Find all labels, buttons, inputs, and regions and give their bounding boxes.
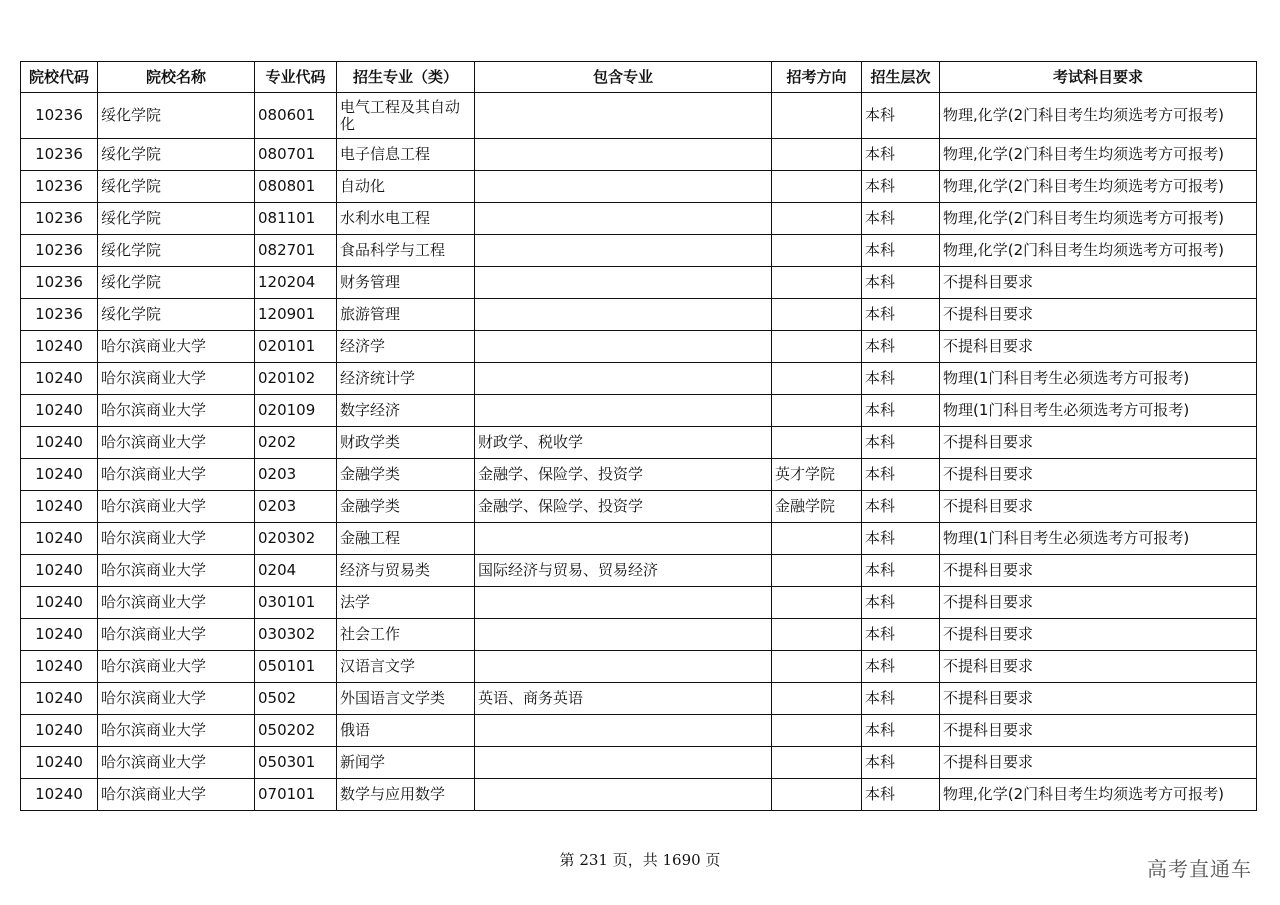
cell-school-code: 10240 bbox=[21, 619, 98, 651]
cell-included-majors bbox=[475, 299, 772, 331]
cell-level: 本科 bbox=[862, 203, 940, 235]
page-number: 第 231 页，共 1690 页 bbox=[559, 851, 721, 869]
cell-major-code: 082701 bbox=[255, 235, 337, 267]
cell-major-code: 0203 bbox=[255, 491, 337, 523]
cell-level: 本科 bbox=[862, 93, 940, 139]
cell-level: 本科 bbox=[862, 555, 940, 587]
table-row bbox=[21, 267, 1257, 299]
cell-level: 本科 bbox=[862, 395, 940, 427]
cell-major: 旅游管理 bbox=[337, 299, 475, 331]
cell-major-code: 070101 bbox=[255, 779, 337, 811]
cell-school-name: 哈尔滨商业大学 bbox=[98, 651, 255, 683]
cell-included-majors bbox=[475, 235, 772, 267]
cell-school-name: 哈尔滨商业大学 bbox=[98, 747, 255, 779]
cell-included-majors: 金融学、保险学、投资学 bbox=[475, 459, 772, 491]
cell-major: 金融学类 bbox=[337, 459, 475, 491]
cell-subject-requirement: 不提科目要求 bbox=[940, 587, 1257, 619]
table-row bbox=[21, 491, 1257, 523]
cell-level: 本科 bbox=[862, 651, 940, 683]
cell-subject-requirement: 不提科目要求 bbox=[940, 427, 1257, 459]
cell-level: 本科 bbox=[862, 299, 940, 331]
cell-major-code: 030302 bbox=[255, 619, 337, 651]
admission-table bbox=[20, 61, 1257, 811]
cell-school-name: 绥化学院 bbox=[98, 203, 255, 235]
cell-major-code: 080701 bbox=[255, 139, 337, 171]
cell-school-name: 绥化学院 bbox=[98, 299, 255, 331]
table-row bbox=[21, 683, 1257, 715]
cell-subject-requirement: 物理,化学(2门科目考生均须选考方可报考) bbox=[940, 779, 1257, 811]
cell-direction bbox=[772, 203, 862, 235]
cell-direction: 英才学院 bbox=[772, 459, 862, 491]
cell-level: 本科 bbox=[862, 427, 940, 459]
cell-included-majors bbox=[475, 619, 772, 651]
cell-direction bbox=[772, 93, 862, 139]
table-row bbox=[21, 203, 1257, 235]
cell-level: 本科 bbox=[862, 779, 940, 811]
cell-included-majors: 英语、商务英语 bbox=[475, 683, 772, 715]
cell-school-code: 10240 bbox=[21, 779, 98, 811]
cell-school-code: 10240 bbox=[21, 651, 98, 683]
header-subject-requirement: 考试科目要求 bbox=[940, 62, 1257, 93]
cell-direction bbox=[772, 779, 862, 811]
cell-level: 本科 bbox=[862, 331, 940, 363]
cell-included-majors: 国际经济与贸易、贸易经济 bbox=[475, 555, 772, 587]
cell-subject-requirement: 不提科目要求 bbox=[940, 459, 1257, 491]
cell-subject-requirement: 不提科目要求 bbox=[940, 715, 1257, 747]
cell-direction bbox=[772, 747, 862, 779]
cell-school-name: 哈尔滨商业大学 bbox=[98, 363, 255, 395]
cell-included-majors bbox=[475, 139, 772, 171]
cell-direction bbox=[772, 427, 862, 459]
table-row bbox=[21, 235, 1257, 267]
cell-major: 经济学 bbox=[337, 331, 475, 363]
cell-school-code: 10236 bbox=[21, 139, 98, 171]
cell-included-majors bbox=[475, 587, 772, 619]
cell-school-code: 10240 bbox=[21, 523, 98, 555]
table-row bbox=[21, 139, 1257, 171]
cell-subject-requirement: 物理(1门科目考生必须选考方可报考) bbox=[940, 395, 1257, 427]
cell-direction bbox=[772, 331, 862, 363]
cell-school-name: 哈尔滨商业大学 bbox=[98, 715, 255, 747]
cell-level: 本科 bbox=[862, 715, 940, 747]
cell-subject-requirement: 物理,化学(2门科目考生均须选考方可报考) bbox=[940, 171, 1257, 203]
cell-subject-requirement: 不提科目要求 bbox=[940, 683, 1257, 715]
cell-direction bbox=[772, 587, 862, 619]
cell-school-code: 10240 bbox=[21, 331, 98, 363]
cell-subject-requirement: 不提科目要求 bbox=[940, 331, 1257, 363]
cell-school-name: 绥化学院 bbox=[98, 267, 255, 299]
cell-major-code: 020109 bbox=[255, 395, 337, 427]
cell-level: 本科 bbox=[862, 523, 940, 555]
header-direction: 招考方向 bbox=[772, 62, 862, 93]
cell-school-name: 绥化学院 bbox=[98, 235, 255, 267]
cell-subject-requirement: 物理,化学(2门科目考生均须选考方可报考) bbox=[940, 93, 1257, 139]
table-row bbox=[21, 93, 1257, 139]
cell-direction: 金融学院 bbox=[772, 491, 862, 523]
table-row bbox=[21, 651, 1257, 683]
cell-major: 数字经济 bbox=[337, 395, 475, 427]
cell-major: 电气工程及其自动化 bbox=[337, 93, 475, 139]
cell-level: 本科 bbox=[862, 491, 940, 523]
cell-subject-requirement: 不提科目要求 bbox=[940, 747, 1257, 779]
cell-school-name: 哈尔滨商业大学 bbox=[98, 587, 255, 619]
cell-included-majors bbox=[475, 651, 772, 683]
cell-major: 外国语言文学类 bbox=[337, 683, 475, 715]
cell-direction bbox=[772, 683, 862, 715]
cell-included-majors bbox=[475, 779, 772, 811]
cell-subject-requirement: 不提科目要求 bbox=[940, 555, 1257, 587]
cell-major-code: 050301 bbox=[255, 747, 337, 779]
cell-subject-requirement: 不提科目要求 bbox=[940, 619, 1257, 651]
cell-school-code: 10240 bbox=[21, 363, 98, 395]
cell-major-code: 020302 bbox=[255, 523, 337, 555]
cell-school-code: 10236 bbox=[21, 267, 98, 299]
cell-school-code: 10240 bbox=[21, 491, 98, 523]
cell-included-majors bbox=[475, 93, 772, 139]
cell-school-code: 10240 bbox=[21, 747, 98, 779]
header-level: 招生层次 bbox=[862, 62, 940, 93]
cell-major-code: 0203 bbox=[255, 459, 337, 491]
cell-school-name: 哈尔滨商业大学 bbox=[98, 459, 255, 491]
cell-subject-requirement: 物理,化学(2门科目考生均须选考方可报考) bbox=[940, 203, 1257, 235]
cell-subject-requirement: 物理(1门科目考生必须选考方可报考) bbox=[940, 363, 1257, 395]
header-school-code: 院校代码 bbox=[21, 62, 98, 93]
cell-major-code: 0502 bbox=[255, 683, 337, 715]
table-body bbox=[21, 93, 1257, 811]
cell-included-majors bbox=[475, 395, 772, 427]
cell-included-majors bbox=[475, 331, 772, 363]
cell-major: 经济统计学 bbox=[337, 363, 475, 395]
table-row bbox=[21, 715, 1257, 747]
cell-major-code: 0204 bbox=[255, 555, 337, 587]
cell-included-majors bbox=[475, 715, 772, 747]
table-row bbox=[21, 747, 1257, 779]
cell-school-name: 绥化学院 bbox=[98, 171, 255, 203]
cell-major-code: 0202 bbox=[255, 427, 337, 459]
cell-included-majors: 金融学、保险学、投资学 bbox=[475, 491, 772, 523]
cell-subject-requirement: 物理(1门科目考生必须选考方可报考) bbox=[940, 523, 1257, 555]
cell-direction bbox=[772, 651, 862, 683]
cell-direction bbox=[772, 139, 862, 171]
cell-major: 财务管理 bbox=[337, 267, 475, 299]
table-row bbox=[21, 363, 1257, 395]
cell-major-code: 030101 bbox=[255, 587, 337, 619]
table-row bbox=[21, 395, 1257, 427]
cell-major-code: 020102 bbox=[255, 363, 337, 395]
table-row bbox=[21, 299, 1257, 331]
cell-major: 社会工作 bbox=[337, 619, 475, 651]
cell-major-code: 120901 bbox=[255, 299, 337, 331]
cell-level: 本科 bbox=[862, 619, 940, 651]
cell-included-majors bbox=[475, 203, 772, 235]
cell-major: 金融工程 bbox=[337, 523, 475, 555]
table-row bbox=[21, 587, 1257, 619]
cell-major-code: 050101 bbox=[255, 651, 337, 683]
cell-major: 水利水电工程 bbox=[337, 203, 475, 235]
cell-direction bbox=[772, 363, 862, 395]
cell-direction bbox=[772, 395, 862, 427]
cell-included-majors bbox=[475, 747, 772, 779]
cell-major: 数学与应用数学 bbox=[337, 779, 475, 811]
cell-school-code: 10240 bbox=[21, 715, 98, 747]
cell-included-majors bbox=[475, 523, 772, 555]
cell-major-code: 050202 bbox=[255, 715, 337, 747]
cell-major: 金融学类 bbox=[337, 491, 475, 523]
cell-school-name: 哈尔滨商业大学 bbox=[98, 683, 255, 715]
cell-included-majors bbox=[475, 171, 772, 203]
cell-major-code: 081101 bbox=[255, 203, 337, 235]
cell-school-name: 哈尔滨商业大学 bbox=[98, 619, 255, 651]
cell-level: 本科 bbox=[862, 139, 940, 171]
cell-school-code: 10240 bbox=[21, 459, 98, 491]
header-row bbox=[21, 62, 1257, 93]
cell-direction bbox=[772, 555, 862, 587]
cell-major-code: 080801 bbox=[255, 171, 337, 203]
cell-school-code: 10240 bbox=[21, 683, 98, 715]
cell-direction bbox=[772, 619, 862, 651]
header-major: 招生专业（类） bbox=[337, 62, 475, 93]
cell-included-majors bbox=[475, 363, 772, 395]
cell-school-name: 哈尔滨商业大学 bbox=[98, 523, 255, 555]
table-row bbox=[21, 619, 1257, 651]
cell-major: 汉语言文学 bbox=[337, 651, 475, 683]
cell-level: 本科 bbox=[862, 587, 940, 619]
cell-subject-requirement: 不提科目要求 bbox=[940, 299, 1257, 331]
cell-direction bbox=[772, 715, 862, 747]
cell-level: 本科 bbox=[862, 235, 940, 267]
cell-level: 本科 bbox=[862, 459, 940, 491]
cell-direction bbox=[772, 267, 862, 299]
cell-direction bbox=[772, 171, 862, 203]
cell-direction bbox=[772, 299, 862, 331]
cell-major-code: 080601 bbox=[255, 93, 337, 139]
cell-school-code: 10236 bbox=[21, 299, 98, 331]
cell-school-code: 10236 bbox=[21, 235, 98, 267]
table-row bbox=[21, 427, 1257, 459]
cell-school-code: 10236 bbox=[21, 203, 98, 235]
cell-major: 俄语 bbox=[337, 715, 475, 747]
table-row bbox=[21, 331, 1257, 363]
cell-school-code: 10240 bbox=[21, 555, 98, 587]
cell-level: 本科 bbox=[862, 683, 940, 715]
cell-major-code: 120204 bbox=[255, 267, 337, 299]
cell-school-name: 哈尔滨商业大学 bbox=[98, 555, 255, 587]
cell-major: 电子信息工程 bbox=[337, 139, 475, 171]
cell-school-name: 哈尔滨商业大学 bbox=[98, 779, 255, 811]
cell-subject-requirement: 物理,化学(2门科目考生均须选考方可报考) bbox=[940, 235, 1257, 267]
cell-level: 本科 bbox=[862, 363, 940, 395]
cell-subject-requirement: 不提科目要求 bbox=[940, 651, 1257, 683]
table-row bbox=[21, 555, 1257, 587]
cell-major: 法学 bbox=[337, 587, 475, 619]
header-school-name: 院校名称 bbox=[98, 62, 255, 93]
cell-direction bbox=[772, 523, 862, 555]
cell-school-code: 10240 bbox=[21, 587, 98, 619]
cell-level: 本科 bbox=[862, 267, 940, 299]
cell-school-name: 哈尔滨商业大学 bbox=[98, 395, 255, 427]
cell-school-name: 绥化学院 bbox=[98, 139, 255, 171]
header-major-code: 专业代码 bbox=[255, 62, 337, 93]
cell-major: 食品科学与工程 bbox=[337, 235, 475, 267]
cell-major: 新闻学 bbox=[337, 747, 475, 779]
cell-school-name: 哈尔滨商业大学 bbox=[98, 427, 255, 459]
cell-school-code: 10236 bbox=[21, 171, 98, 203]
cell-direction bbox=[772, 235, 862, 267]
cell-school-code: 10236 bbox=[21, 93, 98, 139]
cell-major: 经济与贸易类 bbox=[337, 555, 475, 587]
cell-level: 本科 bbox=[862, 171, 940, 203]
cell-subject-requirement: 物理,化学(2门科目考生均须选考方可报考) bbox=[940, 139, 1257, 171]
cell-school-code: 10240 bbox=[21, 395, 98, 427]
cell-included-majors bbox=[475, 267, 772, 299]
table-row bbox=[21, 523, 1257, 555]
table-row bbox=[21, 779, 1257, 811]
table-row bbox=[21, 459, 1257, 491]
cell-major-code: 020101 bbox=[255, 331, 337, 363]
watermark: 高考直通车 bbox=[1147, 857, 1252, 881]
cell-included-majors: 财政学、税收学 bbox=[475, 427, 772, 459]
cell-major: 自动化 bbox=[337, 171, 475, 203]
cell-subject-requirement: 不提科目要求 bbox=[940, 491, 1257, 523]
cell-subject-requirement: 不提科目要求 bbox=[940, 267, 1257, 299]
cell-school-name: 绥化学院 bbox=[98, 93, 255, 139]
cell-major: 财政学类 bbox=[337, 427, 475, 459]
cell-school-code: 10240 bbox=[21, 427, 98, 459]
header-included-majors: 包含专业 bbox=[475, 62, 772, 93]
cell-school-name: 哈尔滨商业大学 bbox=[98, 491, 255, 523]
cell-level: 本科 bbox=[862, 747, 940, 779]
cell-school-name: 哈尔滨商业大学 bbox=[98, 331, 255, 363]
table-row bbox=[21, 171, 1257, 203]
